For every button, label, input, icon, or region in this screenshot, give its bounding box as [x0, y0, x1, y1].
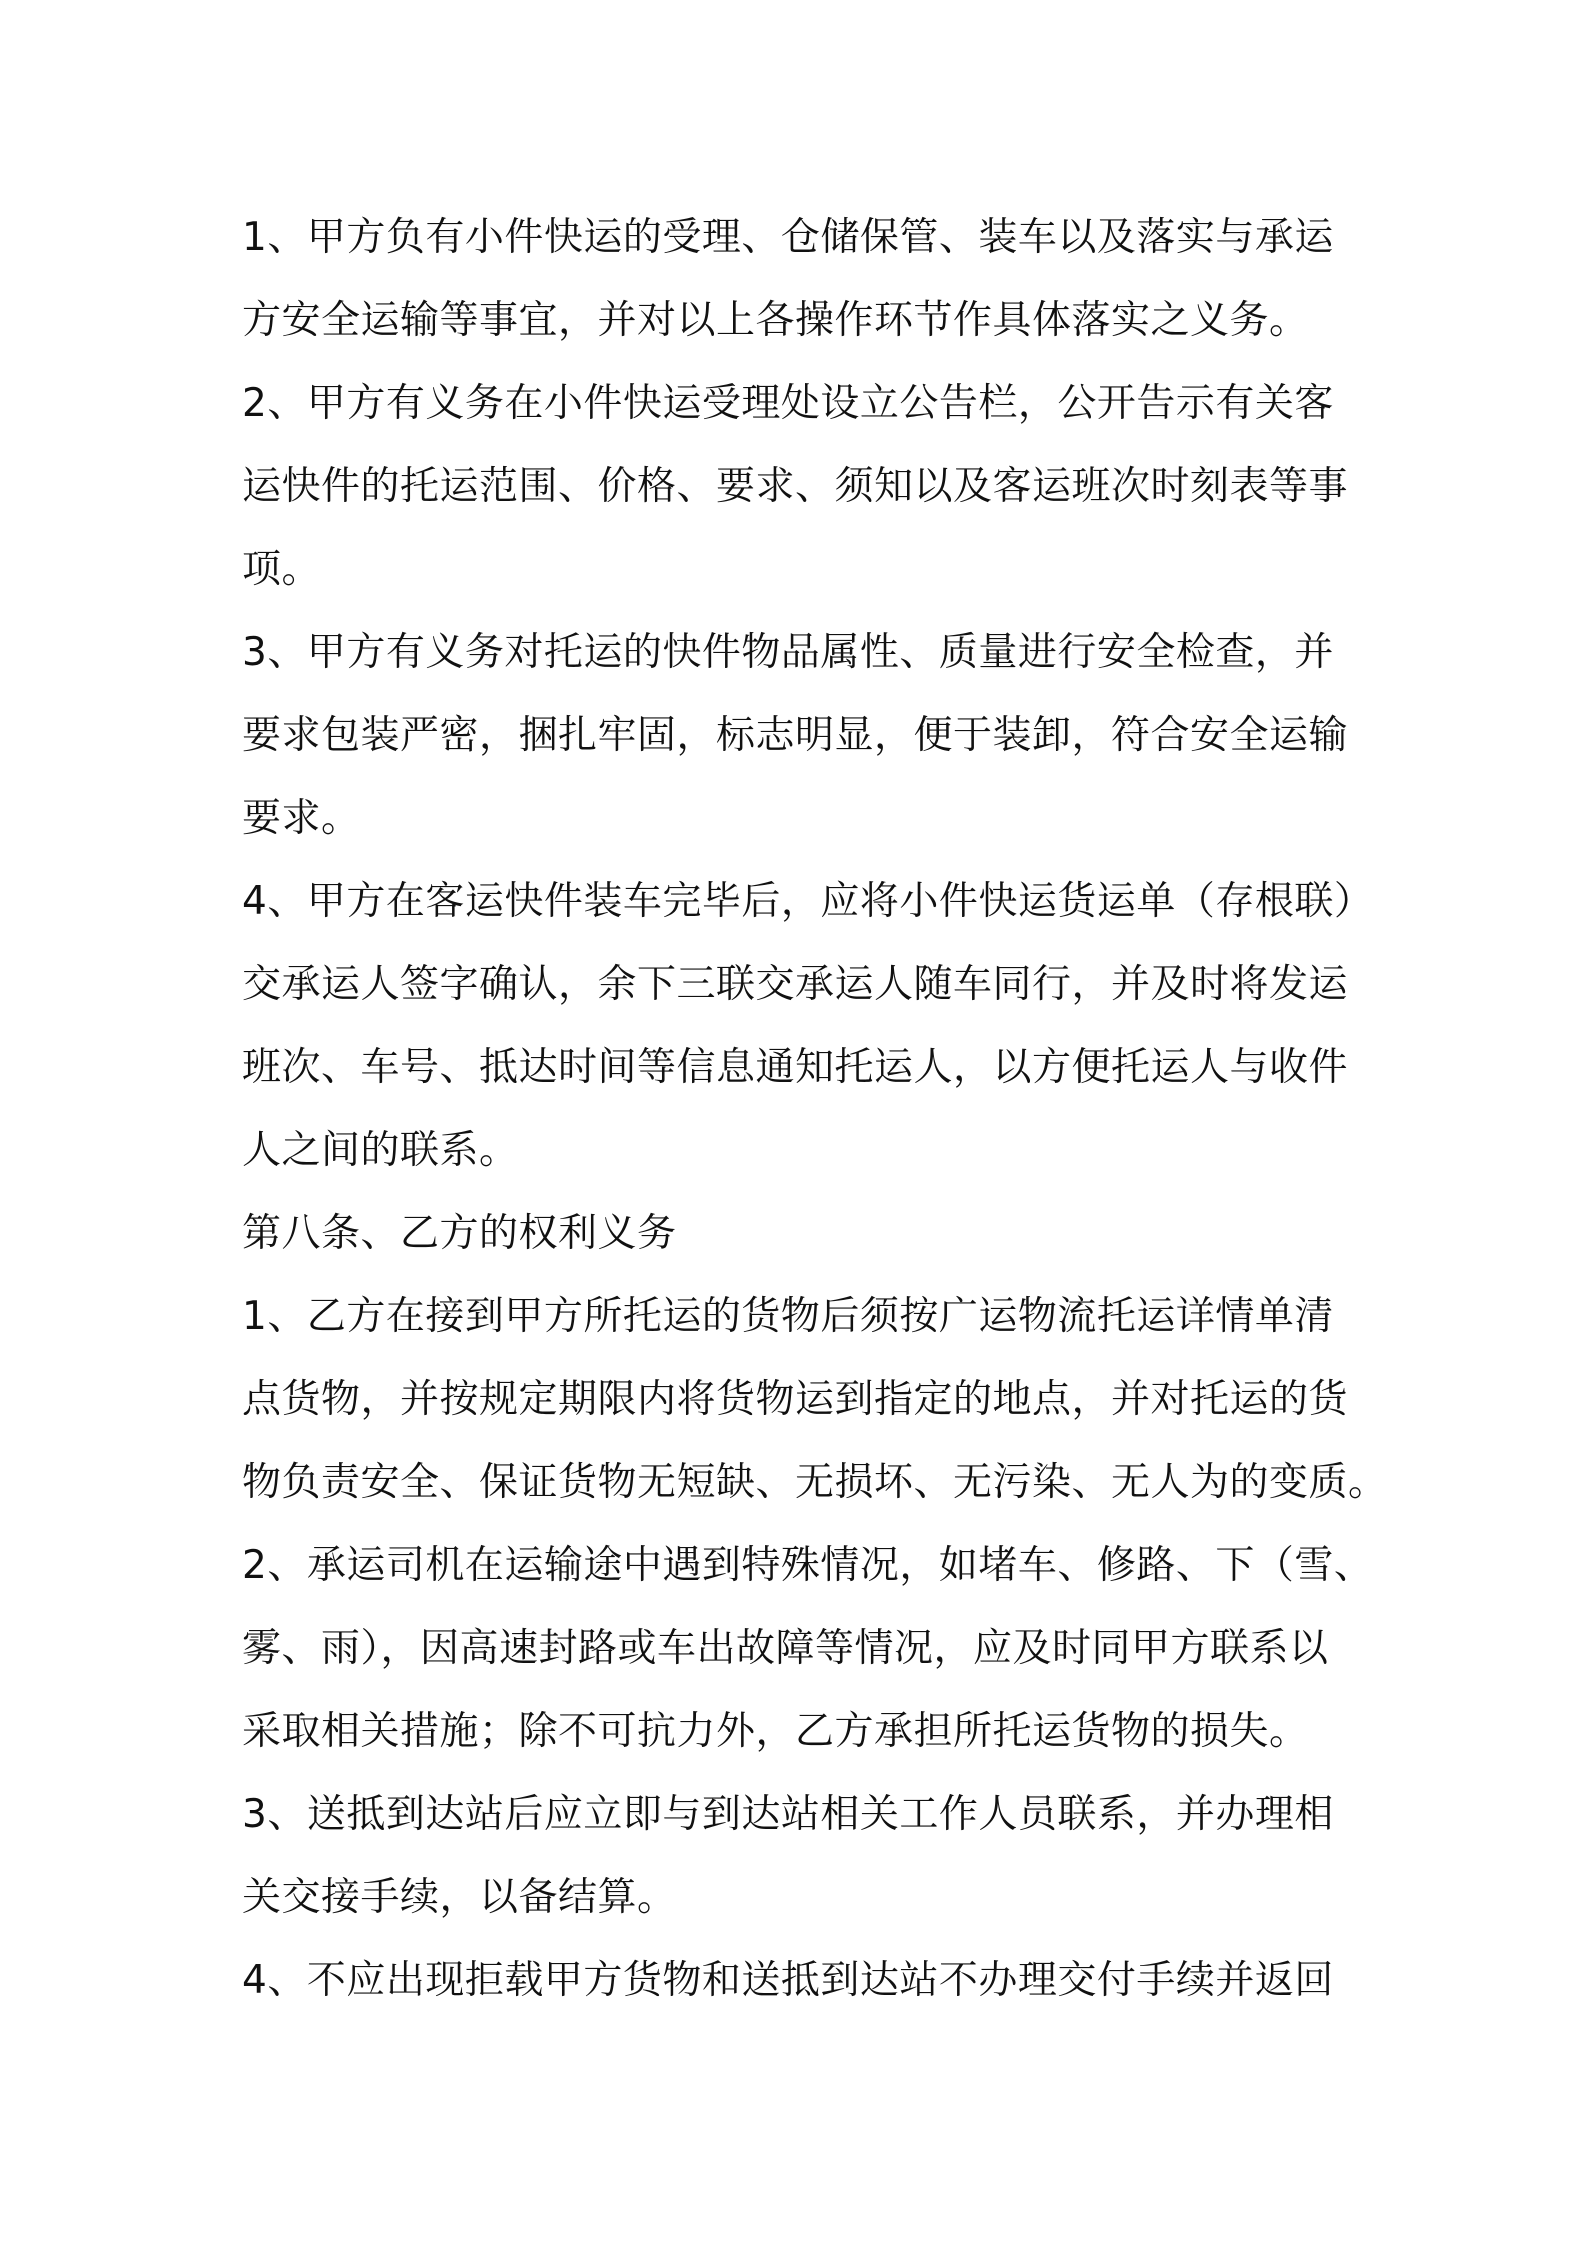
text-line: 要求包装严密，捆扎牢固，标志明显，便于装卸，符合安全运输	[242, 713, 1349, 758]
text-line: 点货物，并按规定期限内将货物运到指定的地点，并对托运的货	[242, 1377, 1349, 1422]
text-line: 4、不应出现拒载甲方货物和送抵到达站不办理交付手续并返回	[242, 1958, 1334, 2003]
text-line: 3、送抵到达站后应立即与到达站相关工作人员联系，并办理相	[242, 1792, 1334, 1837]
text-line: 交承运人签字确认，余下三联交承运人随车同行，并及时将发运	[242, 962, 1349, 1007]
text-line: 4、甲方在客运快件装车完毕后，应将小件快运货运单（存根联）	[242, 879, 1374, 924]
text-line: 关交接手续，以备结算。	[242, 1875, 677, 1920]
text-line: 班次、车号、抵达时间等信息通知托运人，以方便托运人与收件	[242, 1045, 1349, 1090]
text-line: 运快件的托运范围、价格、要求、须知以及客运班次时刻表等事	[242, 464, 1349, 509]
text-line: 项。	[242, 547, 322, 592]
text-line: 2、甲方有义务在小件快运受理处设立公告栏，公开告示有关客	[242, 381, 1334, 426]
section-heading: 第八条、乙方的权利义务	[242, 1211, 677, 1256]
text-line: 采取相关措施；除不可抗力外，乙方承担所托运货物的损失。	[242, 1709, 1309, 1754]
text-line: 要求。	[242, 796, 361, 841]
text-line: 人之间的联系。	[242, 1128, 519, 1173]
text-line: 1、甲方负有小件快运的受理、仓储保管、装车以及落实与承运	[242, 215, 1334, 260]
text-line: 雾、雨），因高速封路或车出故障等情况，应及时同甲方联系以	[242, 1626, 1329, 1671]
text-line: 物负责安全、保证货物无短缺、无损坏、无污染、无人为的变质。	[242, 1460, 1388, 1505]
text-line: 1、乙方在接到甲方所托运的货物后须按广运物流托运详情单清	[242, 1294, 1334, 1339]
document-body	[242, 196, 1388, 2022]
text-line: 2、承运司机在运输途中遇到特殊情况，如堵车、修路、下（雪、	[242, 1543, 1374, 1588]
text-line: 方安全运输等事宜，并对以上各操作环节作具体落实之义务。	[242, 298, 1309, 343]
text-line: 3、甲方有义务对托运的快件物品属性、质量进行安全检查，并	[242, 630, 1334, 675]
